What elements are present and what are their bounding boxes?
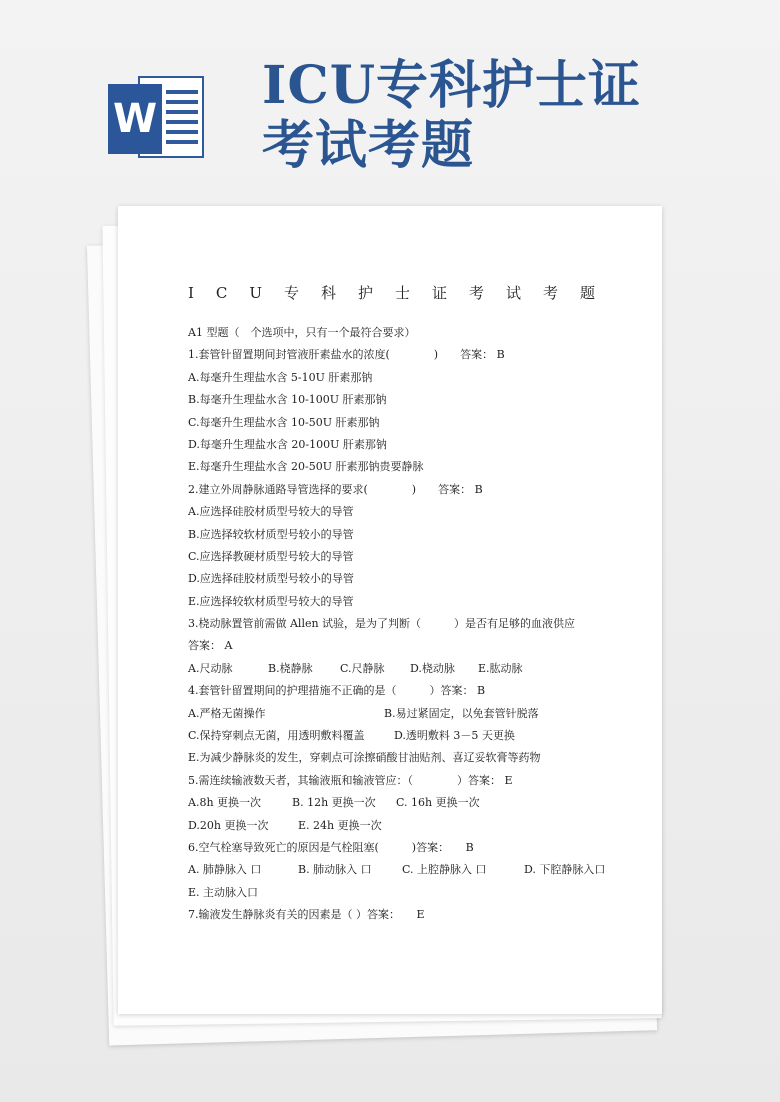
- document-line-text: 1.套管针留置期间封管液肝素盐水的浓度( ) 答案： B: [188, 348, 505, 362]
- document-line-text: A.尺动脉: [188, 661, 233, 675]
- document-line: [188, 635, 648, 657]
- document-line: [188, 792, 648, 814]
- document-line-text: B.每毫升生理盐水含 10-100U 肝素那钠: [188, 393, 387, 407]
- document-line-text: B.易过紧固定，以免套管针脱落: [384, 706, 539, 720]
- document-line: [188, 344, 648, 366]
- document-line-text: C. 上腔静脉入 口: [402, 863, 487, 877]
- word-letter-badge: W: [108, 84, 162, 154]
- document-line: [188, 703, 648, 725]
- document-line-text: A.严格无菌操作: [188, 706, 266, 720]
- document-line: [188, 658, 648, 680]
- document-line: [188, 837, 648, 859]
- document-line: [188, 568, 648, 590]
- document-line-text: 3.桡动脉置管前需做 Allen 试验，是为了判断（ ）是否有足够的血液供应: [188, 617, 576, 631]
- document-line-text: E.应选择较软材质型号较大的导管: [188, 594, 354, 608]
- document-line: [188, 389, 648, 411]
- document-page: [118, 206, 662, 1014]
- document-line-text: E. 24h 更换一次: [298, 818, 382, 832]
- document-line-text: E.每毫升生理盐水含 20-50U 肝素那钠贵要静脉: [188, 460, 424, 474]
- document-line: [188, 613, 648, 635]
- document-line: [188, 546, 648, 568]
- document-line-text: C. 16h 更换一次: [396, 796, 480, 810]
- document-line: [188, 904, 648, 926]
- document-line: [188, 770, 648, 792]
- document-line-text: D.透明敷料 3－5 天更换: [394, 729, 515, 743]
- document-line: [188, 412, 648, 434]
- document-line-text: A.每毫升生理盐水含 5-10U 肝素那钠: [188, 370, 373, 384]
- document-line-text: C.应选择教硬材质型号较大的导管: [188, 549, 354, 563]
- document-line-text: D.应选择硅胶材质型号较小的导管: [188, 572, 354, 586]
- document-line: [188, 747, 648, 769]
- document-line: [188, 456, 648, 478]
- document-line-text: A.应选择硅胶材质型号较大的导管: [188, 505, 354, 519]
- document-line-text: B. 12h 更换一次: [292, 796, 376, 810]
- document-line-text: A1 型题（ 个选项中，只有一个最符合要求）: [188, 326, 416, 339]
- document-line-text: A.8h 更换一次: [188, 796, 262, 810]
- document-line-text: E.为减少静脉炎的发生，穿刺点可涂擦硝酸甘油贴剂、喜辽妥软膏等药物: [188, 751, 541, 765]
- headline: [262, 56, 642, 176]
- document-line: [188, 479, 648, 501]
- document-line-text: 4.套管针留置期间的护理措施不正确的是（ ）答案： B: [188, 684, 486, 698]
- document-line-text: D. 下腔静脉入口: [524, 863, 606, 877]
- document-line: [188, 859, 648, 881]
- document-line-text: C.尺静脉: [340, 661, 385, 675]
- document-line: [188, 501, 648, 523]
- document-line-text: B.桡静脉: [268, 661, 313, 675]
- document-body: [188, 322, 648, 927]
- document-line-text: 5.需连续输液数天者，其输液瓶和输液管应：（ ）答案： E: [188, 773, 513, 787]
- document-line: [188, 882, 648, 904]
- document-line: [188, 680, 648, 702]
- headline-line-2: 考试考题: [262, 115, 475, 176]
- document-line: [188, 322, 648, 344]
- headline-line-1: ICU专科护士证: [262, 55, 642, 116]
- document-line-text: D.20h 更换一次: [188, 818, 269, 832]
- document-line-text: A. 肺静脉入 口: [188, 863, 262, 877]
- document-line-text: E. 主动脉入口: [188, 885, 259, 899]
- document-line-text: B. 肺动脉入 口: [298, 863, 372, 877]
- document-line-text: E.肱动脉: [478, 661, 523, 675]
- document-line-text: B.应选择较软材质型号较小的导管: [188, 527, 354, 541]
- document-line-text: C.保持穿刺点无菌，用透明敷料覆盖: [188, 729, 365, 743]
- document-line: [188, 524, 648, 546]
- document-line-text: C.每毫升生理盐水含 10-50U 肝素那钠: [188, 415, 380, 429]
- document-line: [188, 367, 648, 389]
- document-line-text: D.每毫升生理盐水含 20-100U 肝素那钠: [188, 437, 387, 451]
- document-line: [188, 725, 648, 747]
- document-line: [188, 591, 648, 613]
- document-line-text: 2.建立外周静脉通路导管选择的要求( ) 答案： B: [188, 482, 483, 496]
- document-line-text: D.桡动脉: [410, 661, 455, 675]
- document-line: [188, 434, 648, 456]
- document-title: ICU专科护士证考试考题: [188, 284, 618, 302]
- document-line: [188, 815, 648, 837]
- document-line-text: 7.输液发生静脉炎有关的因素是（ ）答案： E: [188, 908, 425, 922]
- document-line-text: 6.空气栓塞导致死亡的原因是气栓阻塞( )答案： B: [188, 840, 474, 854]
- document-line-text: 答案： A: [188, 639, 233, 653]
- word-icon: [108, 72, 208, 162]
